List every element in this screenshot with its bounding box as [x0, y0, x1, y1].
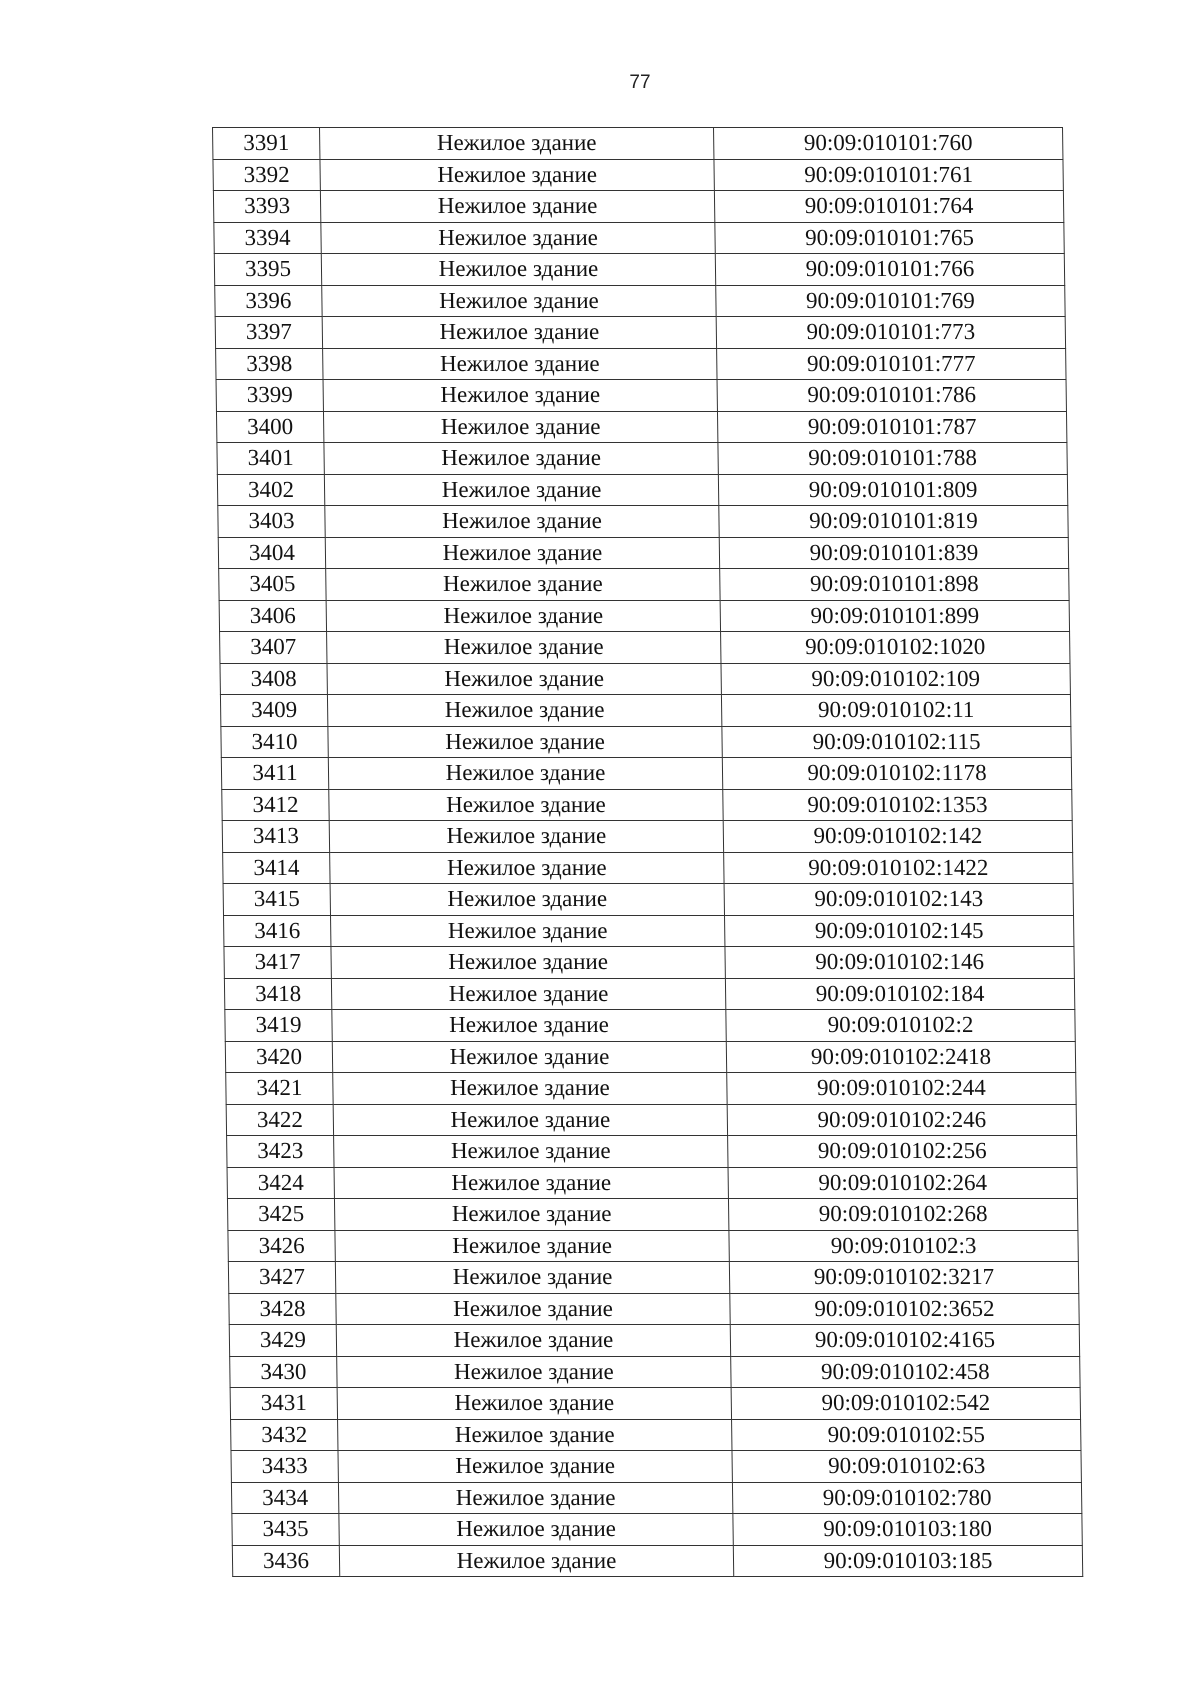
object-type-cell: Нежилое здание: [336, 1293, 730, 1325]
table-row: [215, 285, 1065, 317]
row-number-cell: 3410: [221, 726, 328, 758]
row-number-cell: 3416: [224, 915, 331, 947]
cadastral-number-cell: 90:09:010101:761: [714, 159, 1063, 191]
table-row: [219, 569, 1069, 601]
object-type-cell: Нежилое здание: [330, 852, 724, 884]
cadastral-number-cell: 90:09:010101:764: [714, 191, 1063, 223]
cadastral-number-cell: 90:09:010102:142: [723, 821, 1072, 853]
object-type-cell: Нежилое здание: [323, 411, 717, 443]
object-type-cell: Нежилое здание: [320, 191, 714, 223]
table-row: [218, 537, 1068, 569]
cadastral-number-cell: 90:09:010103:180: [733, 1514, 1082, 1546]
row-number-cell: 3408: [220, 663, 327, 695]
table-row: [230, 1356, 1080, 1388]
object-type-cell: Нежилое здание: [333, 1104, 727, 1136]
table-row: [214, 254, 1064, 286]
property-table-body: [213, 128, 1083, 1577]
object-type-cell: Нежилое здание: [329, 789, 723, 821]
table-row: [217, 443, 1067, 475]
cadastral-number-cell: 90:09:010102:2418: [726, 1041, 1075, 1073]
object-type-cell: Нежилое здание: [324, 443, 718, 475]
cadastral-number-cell: 90:09:010102:264: [728, 1167, 1077, 1199]
table-row: [230, 1388, 1080, 1420]
cadastral-number-cell: 90:09:010101:777: [717, 348, 1066, 380]
cadastral-number-cell: 90:09:010102:268: [728, 1199, 1077, 1231]
cadastral-number-cell: 90:09:010102:1353: [723, 789, 1072, 821]
table-row: [217, 474, 1067, 506]
object-type-cell: Нежилое здание: [328, 758, 722, 790]
cadastral-number-cell: 90:09:010101:765: [715, 222, 1064, 254]
cadastral-number-cell: 90:09:010102:143: [724, 884, 1073, 916]
cadastral-number-cell: 90:09:010102:109: [721, 663, 1070, 695]
property-table: [212, 127, 1083, 1577]
object-type-cell: Нежилое здание: [329, 821, 723, 853]
row-number-cell: 3436: [232, 1545, 339, 1577]
cadastral-number-cell: 90:09:010102:458: [731, 1356, 1080, 1388]
row-number-cell: 3434: [231, 1482, 338, 1514]
table-row: [216, 380, 1066, 412]
cadastral-number-cell: 90:09:010101:898: [720, 569, 1069, 601]
object-type-cell: Нежилое здание: [324, 474, 718, 506]
row-number-cell: 3400: [216, 411, 323, 443]
row-number-cell: 3419: [225, 1010, 332, 1042]
row-number-cell: 3405: [219, 569, 326, 601]
table-row: [229, 1325, 1079, 1357]
table-row: [231, 1482, 1081, 1514]
cadastral-number-cell: 90:09:010102:1178: [722, 758, 1071, 790]
table-row: [232, 1545, 1082, 1577]
cadastral-number-cell: 90:09:010101:809: [718, 474, 1067, 506]
cadastral-number-cell: 90:09:010102:3: [729, 1230, 1078, 1262]
table-row: [222, 821, 1072, 853]
table-row: [221, 758, 1071, 790]
cadastral-number-cell: 90:09:010101:839: [719, 537, 1068, 569]
row-number-cell: 3417: [224, 947, 331, 979]
cadastral-number-cell: 90:09:010102:542: [731, 1388, 1080, 1420]
row-number-cell: 3432: [231, 1419, 338, 1451]
object-type-cell: Нежилое здание: [327, 695, 721, 727]
cadastral-number-cell: 90:09:010102:11: [721, 695, 1070, 727]
cadastral-number-cell: 90:09:010103:185: [733, 1545, 1082, 1577]
cadastral-number-cell: 90:09:010102:3652: [730, 1293, 1079, 1325]
object-type-cell: Нежилое здание: [323, 380, 717, 412]
row-number-cell: 3435: [232, 1514, 339, 1546]
table-row: [226, 1073, 1076, 1105]
table-row: [227, 1167, 1077, 1199]
row-number-cell: 3396: [215, 285, 322, 317]
cadastral-number-cell: 90:09:010102:3217: [729, 1262, 1078, 1294]
row-number-cell: 3393: [213, 191, 320, 223]
row-number-cell: 3422: [226, 1104, 333, 1136]
object-type-cell: Нежилое здание: [331, 947, 725, 979]
cadastral-number-cell: 90:09:010102:184: [725, 978, 1074, 1010]
row-number-cell: 3399: [216, 380, 323, 412]
table-row: [232, 1514, 1082, 1546]
object-type-cell: Нежилое здание: [339, 1514, 733, 1546]
object-type-cell: Нежилое здание: [335, 1230, 729, 1262]
object-type-cell: Нежилое здание: [327, 663, 721, 695]
cadastral-number-cell: 90:09:010101:786: [717, 380, 1066, 412]
page-number: 77: [629, 72, 651, 93]
row-number-cell: 3425: [227, 1199, 334, 1231]
row-number-cell: 3401: [217, 443, 324, 475]
cadastral-number-cell: 90:09:010102:244: [727, 1073, 1076, 1105]
row-number-cell: 3433: [231, 1451, 338, 1483]
row-number-cell: 3391: [213, 128, 320, 160]
table-row: [223, 852, 1073, 884]
cadastral-number-cell: 90:09:010101:769: [716, 285, 1065, 317]
row-number-cell: 3404: [218, 537, 325, 569]
cadastral-number-cell: 90:09:010102:63: [732, 1451, 1081, 1483]
object-type-cell: Нежилое здание: [328, 726, 722, 758]
row-number-cell: 3395: [214, 254, 321, 286]
cadastral-number-cell: 90:09:010101:760: [714, 128, 1063, 160]
object-type-cell: Нежилое здание: [325, 506, 719, 538]
table-row: [224, 947, 1074, 979]
object-type-cell: Нежилое здание: [332, 1010, 726, 1042]
row-number-cell: 3403: [218, 506, 325, 538]
object-type-cell: Нежилое здание: [333, 1073, 727, 1105]
object-type-cell: Нежилое здание: [330, 884, 724, 916]
cadastral-number-cell: 90:09:010102:1020: [721, 632, 1070, 664]
cadastral-number-cell: 90:09:010101:787: [717, 411, 1066, 443]
row-number-cell: 3409: [220, 695, 327, 727]
object-type-cell: Нежилое здание: [337, 1356, 731, 1388]
object-type-cell: Нежилое здание: [322, 317, 716, 349]
table-row: [226, 1104, 1076, 1136]
object-type-cell: Нежилое здание: [326, 569, 720, 601]
row-number-cell: 3414: [223, 852, 330, 884]
cadastral-number-cell: 90:09:010102:780: [732, 1482, 1081, 1514]
row-number-cell: 3412: [222, 789, 329, 821]
table-row: [213, 128, 1063, 160]
table-row: [231, 1419, 1081, 1451]
table-row: [219, 600, 1069, 632]
object-type-cell: Нежилое здание: [336, 1325, 730, 1357]
row-number-cell: 3420: [225, 1041, 332, 1073]
object-type-cell: Нежилое здание: [326, 600, 720, 632]
table-row: [225, 1041, 1075, 1073]
row-number-cell: 3415: [223, 884, 330, 916]
object-type-cell: Нежилое здание: [322, 285, 716, 317]
table-row: [224, 978, 1074, 1010]
object-type-cell: Нежилое здание: [320, 159, 714, 191]
cadastral-number-cell: 90:09:010102:1422: [724, 852, 1073, 884]
row-number-cell: 3411: [221, 758, 328, 790]
object-type-cell: Нежилое здание: [334, 1136, 728, 1168]
cadastral-number-cell: 90:09:010102:256: [728, 1136, 1077, 1168]
row-number-cell: 3424: [227, 1167, 334, 1199]
table-row: [227, 1136, 1077, 1168]
object-type-cell: Нежилое здание: [325, 537, 719, 569]
table-row: [218, 506, 1068, 538]
object-type-cell: Нежилое здание: [335, 1262, 729, 1294]
row-number-cell: 3430: [230, 1356, 337, 1388]
object-type-cell: Нежилое здание: [323, 348, 717, 380]
row-number-cell: 3421: [226, 1073, 333, 1105]
object-type-cell: Нежилое здание: [334, 1167, 728, 1199]
cadastral-number-cell: 90:09:010102:4165: [730, 1325, 1079, 1357]
table-row: [214, 222, 1064, 254]
object-type-cell: Нежилое здание: [331, 915, 725, 947]
row-number-cell: 3406: [219, 600, 326, 632]
cadastral-number-cell: 90:09:010102:115: [722, 726, 1071, 758]
table-row: [224, 915, 1074, 947]
table-row: [228, 1262, 1078, 1294]
table-row: [231, 1451, 1081, 1483]
row-number-cell: 3427: [228, 1262, 335, 1294]
table-row: [221, 726, 1071, 758]
table-row: [213, 191, 1063, 223]
cadastral-number-cell: 90:09:010101:899: [720, 600, 1069, 632]
row-number-cell: 3429: [229, 1325, 336, 1357]
object-type-cell: Нежилое здание: [338, 1419, 732, 1451]
cadastral-number-cell: 90:09:010102:55: [732, 1419, 1081, 1451]
object-type-cell: Нежилое здание: [321, 254, 715, 286]
row-number-cell: 3431: [230, 1388, 337, 1420]
row-number-cell: 3402: [217, 474, 324, 506]
table-row: [228, 1230, 1078, 1262]
object-type-cell: Нежилое здание: [338, 1482, 732, 1514]
cadastral-number-cell: 90:09:010101:788: [718, 443, 1067, 475]
row-number-cell: 3428: [229, 1293, 336, 1325]
cadastral-number-cell: 90:09:010102:146: [725, 947, 1074, 979]
cadastral-number-cell: 90:09:010102:2: [726, 1010, 1075, 1042]
row-number-cell: 3407: [220, 632, 327, 664]
table-row: [223, 884, 1073, 916]
cadastral-number-cell: 90:09:010101:819: [719, 506, 1068, 538]
table-row: [216, 411, 1066, 443]
table-row: [229, 1293, 1079, 1325]
table-row: [220, 695, 1070, 727]
table-row: [220, 663, 1070, 695]
row-number-cell: 3392: [213, 159, 320, 191]
table-row: [227, 1199, 1077, 1231]
object-type-cell: Нежилое здание: [331, 978, 725, 1010]
cadastral-number-cell: 90:09:010102:145: [725, 915, 1074, 947]
table-row: [222, 789, 1072, 821]
cadastral-number-cell: 90:09:010101:766: [715, 254, 1064, 286]
row-number-cell: 3398: [216, 348, 323, 380]
row-number-cell: 3426: [228, 1230, 335, 1262]
table-row: [225, 1010, 1075, 1042]
row-number-cell: 3397: [215, 317, 322, 349]
object-type-cell: Нежилое здание: [337, 1388, 731, 1420]
object-type-cell: Нежилое здание: [339, 1545, 733, 1577]
table-row: [213, 159, 1063, 191]
row-number-cell: 3413: [222, 821, 329, 853]
object-type-cell: Нежилое здание: [338, 1451, 732, 1483]
cadastral-number-cell: 90:09:010101:773: [716, 317, 1065, 349]
row-number-cell: 3418: [224, 978, 331, 1010]
object-type-cell: Нежилое здание: [320, 128, 714, 160]
table-row: [216, 348, 1066, 380]
cadastral-number-cell: 90:09:010102:246: [727, 1104, 1076, 1136]
row-number-cell: 3423: [227, 1136, 334, 1168]
table-row: [215, 317, 1065, 349]
row-number-cell: 3394: [214, 222, 321, 254]
object-type-cell: Нежилое здание: [332, 1041, 726, 1073]
table-row: [220, 632, 1070, 664]
object-type-cell: Нежилое здание: [327, 632, 721, 664]
object-type-cell: Нежилое здание: [321, 222, 715, 254]
object-type-cell: Нежилое здание: [334, 1199, 728, 1231]
